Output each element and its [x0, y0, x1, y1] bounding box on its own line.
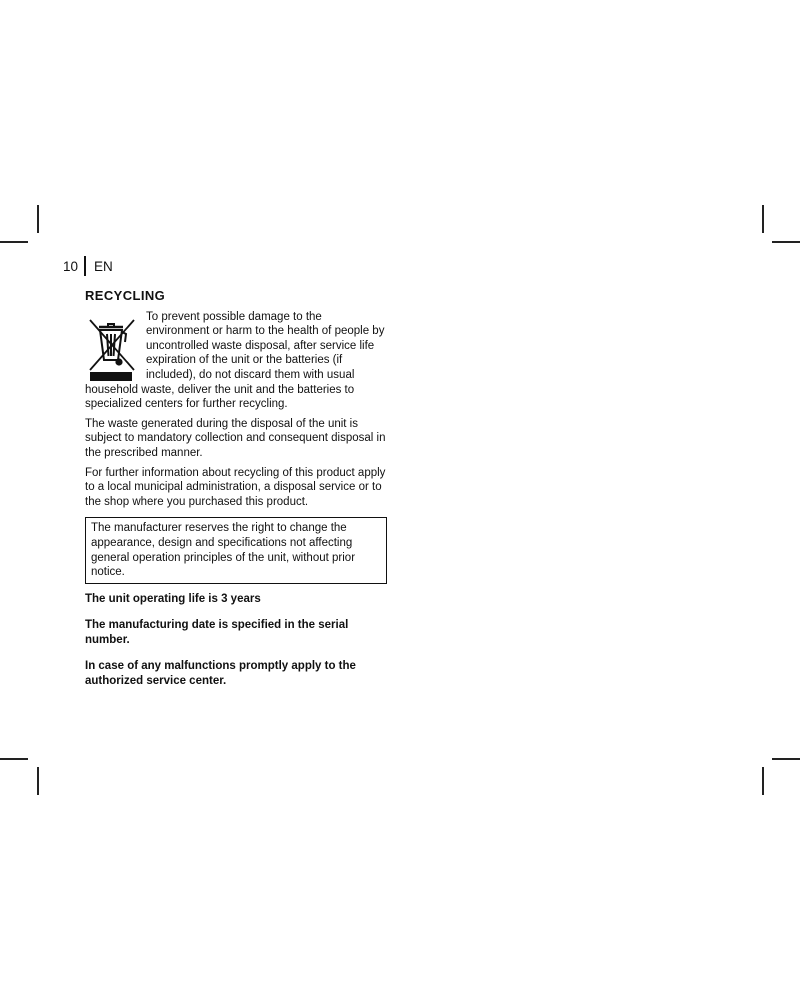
document-body	[85, 289, 387, 701]
operating-life-statement: The unit operating life is 3 years	[85, 592, 261, 605]
crop-mark	[0, 241, 28, 243]
crop-mark	[762, 767, 764, 795]
crop-mark	[37, 205, 39, 233]
recycling-block	[85, 310, 387, 417]
crop-mark	[762, 205, 764, 233]
language-code: EN	[94, 258, 113, 274]
section-title: RECYCLING	[85, 288, 166, 303]
waste-collection-paragraph: The waste generated during the disposal of the unit is subject to mandatory collection and consequent disposal in the prescribed manner.	[85, 417, 386, 459]
crop-mark	[0, 758, 28, 760]
malfunctions-statement: In case of any malfunctions promptly apply to the authorized service center.	[85, 660, 356, 688]
further-information-paragraph: For further information about recycling of this product apply to a local municipal administration, a disposal service or to the shop where you purchased this product.	[85, 466, 386, 508]
page-header	[63, 255, 113, 277]
recycling-paragraph: To prevent possible damage to the environment or harm to the health of people by uncontrolled waste disposal, after service life expiration of the unit or the batteries (if included), do not discard them with usual household waste, deliver the unit and the batteries to specialized centers for further recycling.	[85, 310, 385, 411]
manufacturing-date-statement: The manufacturing date is specified in the serial number.	[85, 619, 349, 646]
manufacturer-notice-box: The manufacturer reserves the right to change the appearance, design and specifications not affecting general operation principles of the unit, without prior notice.	[85, 517, 387, 583]
page-number: 10	[63, 258, 79, 274]
crop-mark	[772, 241, 800, 243]
header-separator	[84, 256, 86, 276]
crop-mark	[772, 758, 800, 760]
crossed-out-wheelie-bin-icon	[82, 312, 140, 382]
crop-mark	[37, 767, 39, 795]
